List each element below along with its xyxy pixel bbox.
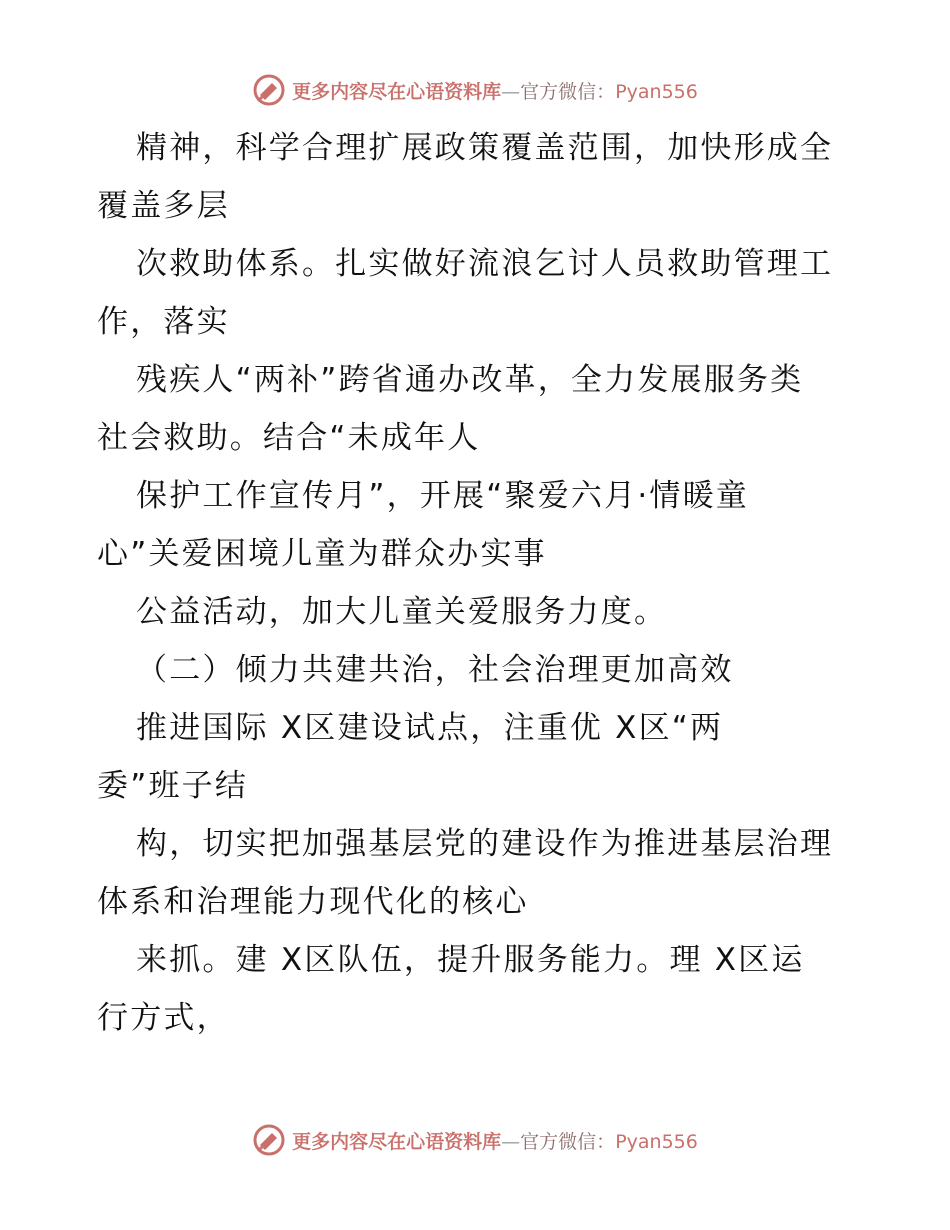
paragraph-line: 委”班子结 — [97, 768, 249, 804]
paragraph-line: 精神，科学合理扩展政策覆盖范围，加快形成全 — [136, 130, 834, 166]
watermark-text — [292, 77, 698, 104]
paragraph-line: 心”关爱困境儿童为群众办实事 — [97, 536, 547, 572]
section-heading: （二）倾力共建共治，社会治理更加高效 — [136, 652, 734, 688]
pen-logo-icon — [252, 1123, 286, 1157]
watermark-text — [292, 1127, 698, 1154]
header-watermark — [0, 70, 950, 110]
watermark-dash: — — [501, 1130, 521, 1153]
watermark-brand: 更多内容尽在心语资料库 — [292, 80, 502, 103]
paragraph-line: 公益活动，加大儿童关爱服务力度。 — [136, 594, 668, 630]
paragraph-line: 作，落实 — [97, 304, 230, 340]
watermark-dash: — — [501, 80, 521, 103]
paragraph-line: 次救助体系。扎实做好流浪乞讨人员救助管理工 — [136, 246, 834, 282]
paragraph-line: 社会救助。结合“未成年人 — [97, 420, 481, 456]
watermark-id: Pyan556 — [615, 1130, 698, 1153]
paragraph-line: 残疾人“两补”跨省通办改革，全力发展服务类 — [136, 362, 804, 398]
watermark-official: 官方微信： — [520, 1130, 616, 1153]
watermark-brand: 更多内容尽在心语资料库 — [292, 1130, 502, 1153]
paragraph-line: 行方式， — [97, 1000, 230, 1036]
watermark-official: 官方微信： — [520, 80, 616, 103]
paragraph-line: 构，切实把加强基层党的建设作为推进基层治理 — [136, 826, 834, 862]
watermark-id: Pyan556 — [615, 80, 698, 103]
paragraph-line: 体系和治理能力现代化的核心 — [97, 884, 529, 920]
paragraph-line: 保护工作宣传月”，开展“聚爱六月·情暖童 — [136, 478, 749, 514]
paragraph-line: 来抓。建 X区队伍，提升服务能力。理 X区运 — [136, 942, 805, 978]
paragraph-line: 覆盖多层 — [97, 188, 230, 224]
footer-watermark — [0, 1120, 950, 1160]
pen-logo-icon — [252, 73, 286, 107]
paragraph-line: 推进国际 X区建设试点，注重优 X区“两 — [136, 710, 724, 746]
